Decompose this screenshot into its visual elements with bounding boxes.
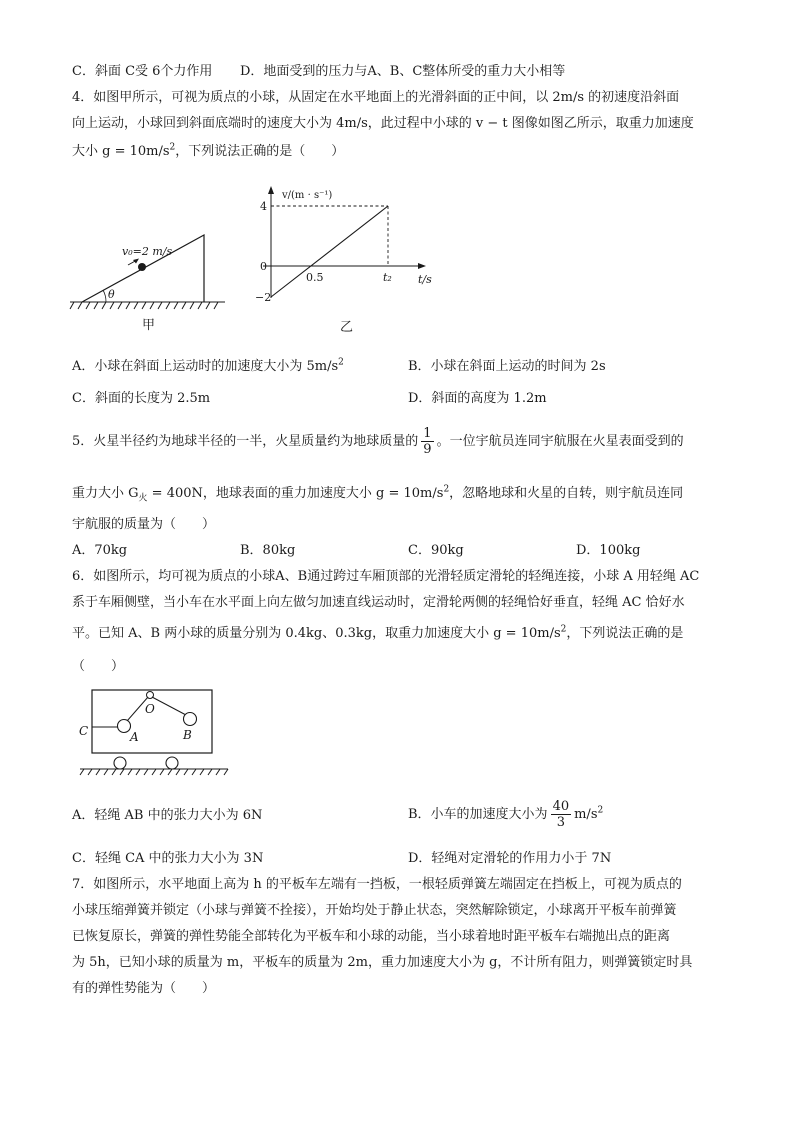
q4-stem-line2: 向上运动，小球回到斜面底端时的速度大小为 4m/s，此过程中小球的 v − t 图像如图乙所示，取重力加速度 (72, 116, 694, 131)
graph-line (271, 206, 388, 297)
q6-stem-line1: 6．如图所示，均可视为质点的小球A、B通过跨过车厢顶部的光滑轻质定滑轮的轻绳连接，小球 A 用轻绳 AC (72, 569, 700, 584)
incline-ground-hatch (70, 302, 225, 309)
label-o: O (145, 702, 155, 716)
tick-minus-2: −2 (255, 291, 272, 304)
q3-option-c: C．斜面 C受 6个力作用 (72, 64, 213, 79)
label-b: B (183, 728, 192, 742)
q6-figure-cart (70, 685, 240, 780)
incline-angle-arc (103, 290, 106, 302)
v-axis-label: v/(m · s⁻¹) (282, 190, 333, 201)
wheel-right (166, 757, 178, 769)
q6-stem-line3: 平。已知 A、B 两小球的质量分别为 0.4kg、0.3kg，取重力加速度大小 $g = 10m/s^2$，下列说法正确的是 (72, 624, 684, 641)
q5-option-b: B．80kg (240, 543, 296, 558)
q4-stem-line1: 4．如图甲所示，可视为质点的小球，从固定在水平地面上的光滑斜面的正中间，以 2m/s 的初速度沿斜面 (72, 90, 680, 105)
q4-option-d: D．斜面的高度为 1.2m (408, 391, 547, 406)
q6-stem-line2: 系于车厢侧壁，当小车在水平面上向左做匀加速直线运动时，定滑轮两侧的轻绳恰好垂直，轻绳 AC 恰好水 (72, 595, 685, 610)
fig-jia-caption: 甲 (142, 318, 156, 333)
v0-label: v₀=2 m/s (122, 245, 173, 258)
q5-stem-line3: 宇航服的质量为（ ） (72, 517, 216, 532)
fraction-forty-thirds: $\frac{40}{3}$ (552, 799, 570, 830)
q5-option-c: C．90kg (408, 543, 464, 558)
q4-figure-vt-graph (248, 180, 448, 340)
label-a: A (130, 730, 139, 744)
q7-stem-line5: 有的弹性势能为（ ） (72, 981, 216, 996)
tick-4: 4 (260, 200, 267, 213)
q4-option-a: A．小球在斜面上运动时的加速度大小为 $5m/s^2$ (72, 357, 344, 374)
q6-option-c: C．轻绳 CA 中的张力大小为 3N (72, 851, 264, 866)
tick-t2: t₂ (383, 271, 392, 284)
ball-a (118, 720, 131, 733)
q7-stem-line2: 小球压缩弹簧并锁定（小球与弹簧不拴接），开始均处于静止状态，突然解除锁定，小球离开平板车前弹簧 (72, 903, 677, 918)
q4-option-c: C．斜面的长度为 2.5m (72, 391, 211, 406)
q6-option-b: B．小车的加速度大小为 $\frac{40}{3}$ $m/s^2$ (408, 799, 604, 830)
label-c: C (79, 724, 89, 738)
q3-option-d: D．地面受到的压力与A、B、C整体所受的重力大小相等 (240, 64, 566, 79)
ball-b (184, 713, 197, 726)
q6-option-d: D．轻绳对定滑轮的作用力小于 7N (408, 851, 612, 866)
q4-option-b: B．小球在斜面上运动的时间为 2s (408, 359, 606, 374)
q4-stem-line3: 大小 $g = 10m/s^2$，下列说法正确的是（ ） (72, 142, 345, 159)
q4-figure-incline (60, 225, 230, 335)
t-axis-label: t/s (418, 273, 432, 286)
q5-stem-line1: 5．火星半径约为地球半径的一半，火星质量约为地球质量的 $\frac{1}{9}$ 。一位宇航员连同宇航服在火星表面受到的 (72, 426, 684, 457)
fraction-one-ninth: $\frac{1}{9}$ (423, 426, 432, 457)
wheel-left (114, 757, 126, 769)
q5-stem-line2: 重力大小 $G_火 = 400N$，地球表面的重力加速度大小 $g = 10m/s^2$，忽略地球和火星的自转，则宇航员连同 (72, 484, 684, 504)
q7-stem-line3: 已恢复原长，弹簧的弹性势能全部转化为平板车和小球的动能，当小球着地时距平板车右端抛出点的距离 (72, 929, 671, 944)
rope-ob (152, 697, 186, 715)
q6-stem-line4: （ ） (72, 659, 125, 674)
tick-0-5: 0.5 (306, 271, 324, 284)
q5-option-d: D．100kg (576, 543, 641, 558)
ball (138, 263, 146, 271)
velocity-arrow-icon (133, 259, 139, 264)
q5-option-a: A．70kg (72, 543, 128, 558)
ground-hatch (80, 769, 228, 775)
t-axis-arrow-icon (418, 263, 426, 269)
fig-yi-caption: 乙 (340, 320, 354, 335)
q7-stem-line1: 7．如图所示，水平地面上高为 h 的平板车左端有一挡板，一根轻质弹簧左端固定在挡板上，可视为质点的 (72, 877, 682, 892)
v-axis-arrow-icon (268, 186, 274, 194)
tick-0: 0 (260, 260, 267, 273)
q7-stem-line4: 为 5h，已知小球的质量为 m，平板车的质量为 2m，重力加速度大小为 g，不计所有阻力，则弹簧锁定时具 (72, 955, 693, 970)
theta-label: θ (108, 288, 115, 301)
q6-option-a: A．轻绳 AB 中的张力大小为 6N (72, 808, 263, 823)
